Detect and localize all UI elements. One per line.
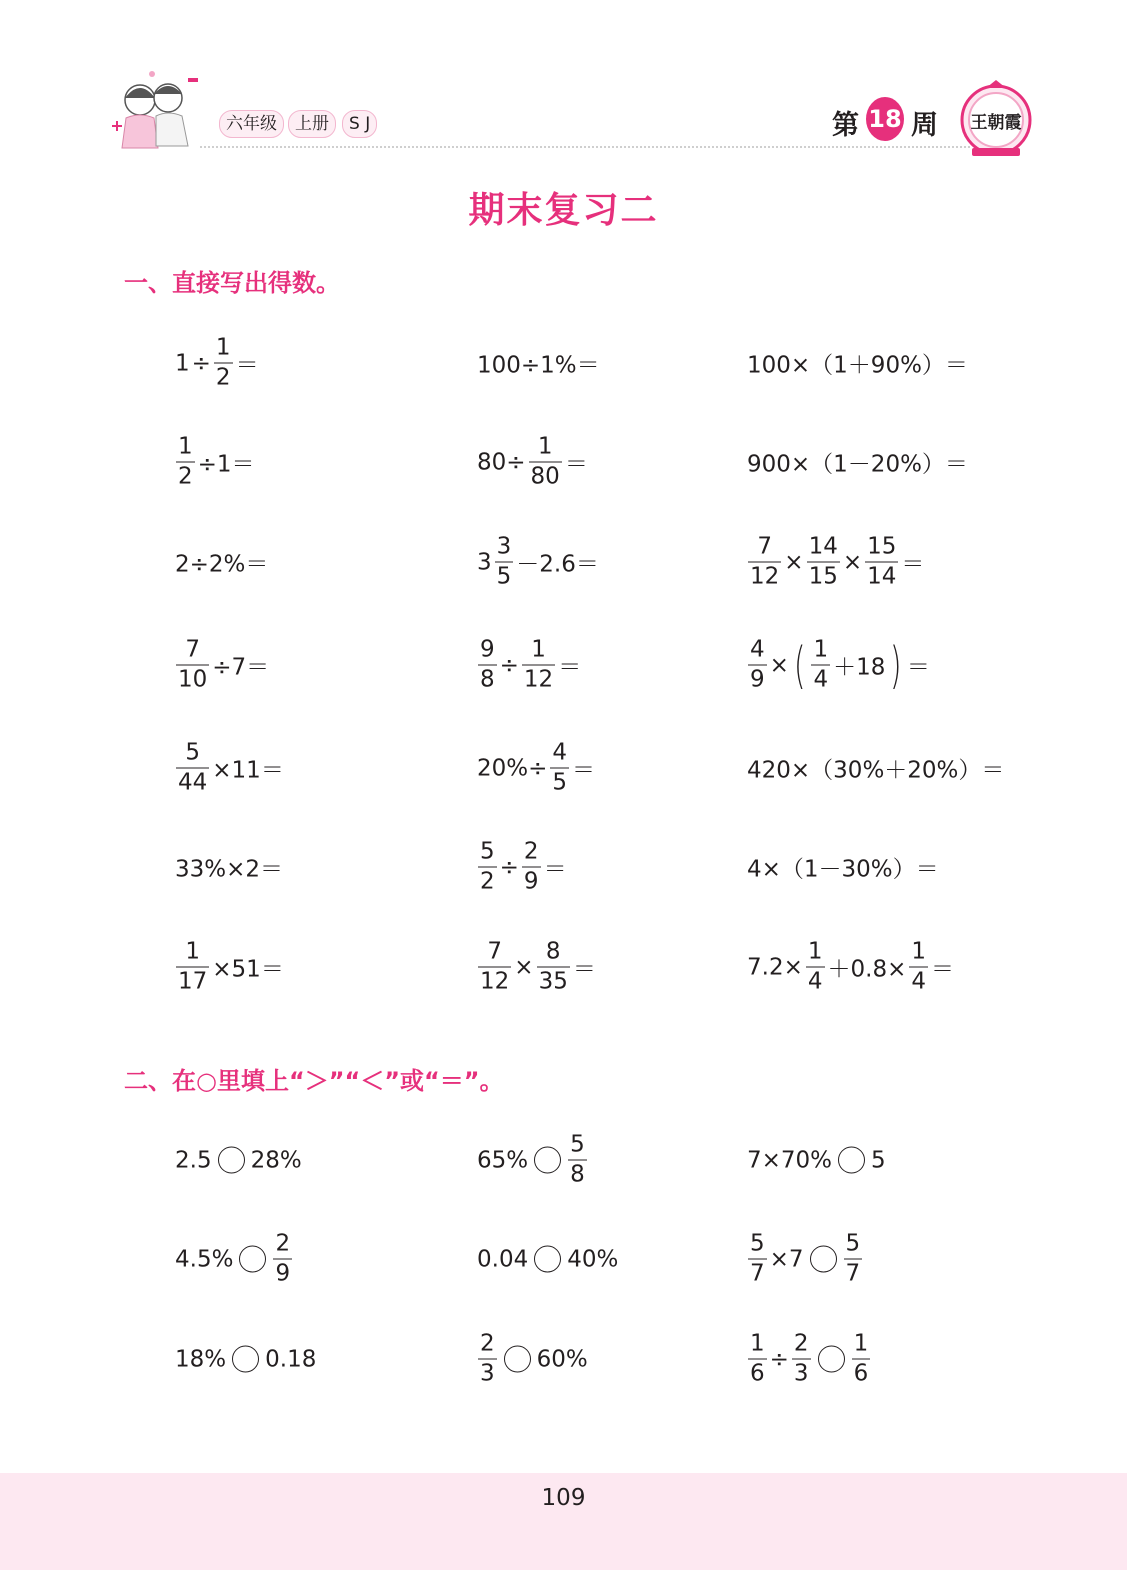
denominator: 44 — [178, 769, 208, 796]
numerator: 1 — [750, 1330, 765, 1357]
denominator: 9 — [523, 868, 539, 895]
children-illustration — [108, 70, 206, 156]
denominator: 80 — [530, 463, 560, 490]
fraction — [909, 938, 928, 995]
section1-exercise — [746, 347, 969, 380]
expression-text: 4.5% — [175, 1246, 234, 1272]
fraction — [529, 433, 562, 490]
expression-text: × — [769, 652, 789, 678]
fraction — [176, 739, 209, 796]
expression-text: × — [514, 954, 534, 980]
numerator: 7 — [185, 636, 200, 663]
answer-circle[interactable] — [239, 1246, 266, 1273]
expression-text: ＝ — [906, 654, 930, 681]
section1-exercise — [476, 938, 597, 995]
section1-exercise — [746, 446, 969, 479]
section1-exercise — [476, 838, 568, 895]
fraction — [844, 1230, 863, 1287]
header-dotted-divider — [200, 146, 970, 148]
numerator: 7 — [757, 533, 772, 560]
expression-text: 420×（30%＋20%）＝ — [747, 757, 1005, 784]
numerator: 1 — [853, 1330, 869, 1357]
expression-text: 2÷2%＝ — [175, 551, 269, 578]
section1-exercise — [746, 533, 925, 590]
fraction — [748, 636, 767, 693]
section1-exercise — [746, 636, 931, 694]
section2-exercise — [174, 1346, 317, 1373]
expression-text: ÷7＝ — [212, 654, 270, 681]
fraction — [550, 739, 569, 796]
numerator: 2 — [480, 1330, 495, 1357]
expression-text: ＋0.8× — [827, 956, 907, 983]
answer-circle[interactable] — [504, 1346, 531, 1373]
section1-exercise — [174, 636, 270, 693]
denominator: 9 — [275, 1260, 291, 1287]
section2-exercise — [476, 1131, 589, 1188]
denominator: 2 — [178, 463, 193, 490]
section2-exercise — [476, 1330, 589, 1387]
section2-exercise — [476, 1246, 619, 1273]
expression-text: 20%÷ — [477, 755, 548, 781]
numerator: 5 — [480, 838, 495, 865]
numerator: 3 — [496, 533, 512, 560]
denominator: 4 — [813, 666, 829, 693]
edition-tag: S J — [342, 110, 377, 138]
section2-exercise — [746, 1147, 887, 1174]
denominator: 4 — [911, 968, 926, 995]
section1-exercise — [174, 851, 284, 884]
numerator: 4 — [750, 636, 765, 663]
numerator: 4 — [552, 739, 568, 766]
fraction — [273, 1230, 292, 1287]
section1-exercise — [476, 433, 589, 490]
denominator: 6 — [853, 1360, 869, 1387]
expression-text: ×7 — [769, 1246, 804, 1272]
section2-exercise — [746, 1330, 872, 1387]
denominator: 8 — [570, 1161, 585, 1188]
fraction — [807, 533, 840, 590]
numerator: 2 — [523, 838, 539, 865]
numerator: 5 — [185, 739, 200, 766]
section1-exercise — [174, 739, 285, 796]
fraction — [176, 938, 209, 995]
expression-text: ＝ — [572, 956, 596, 983]
logo-text: 王朝霞 — [970, 113, 1022, 133]
expression-text: ＝ — [931, 956, 954, 983]
answer-circle[interactable] — [818, 1346, 845, 1373]
denominator: 9 — [750, 666, 765, 693]
denominator: 17 — [178, 968, 208, 995]
section1-heading: 一、直接写出得数。 — [124, 269, 340, 297]
denominator: 12 — [750, 563, 780, 590]
expression-text: × — [784, 549, 804, 575]
denominator: 14 — [867, 563, 897, 590]
brand-logo — [956, 78, 1036, 160]
answer-circle[interactable] — [218, 1147, 245, 1174]
expression-text: 100×（1＋90%）＝ — [747, 352, 968, 379]
section2-exercise — [174, 1147, 303, 1174]
denominator: 10 — [178, 666, 208, 693]
fraction — [852, 1330, 871, 1387]
fraction — [176, 433, 195, 490]
numerator: 2 — [275, 1230, 291, 1257]
expression-text: 40% — [567, 1246, 619, 1272]
fraction — [478, 838, 497, 895]
section1-exercise — [476, 739, 596, 796]
page-title: 期末复习二 — [468, 190, 659, 231]
section1-exercise — [174, 433, 256, 490]
section1-exercise — [476, 636, 582, 693]
fraction — [537, 938, 570, 995]
answer-circle[interactable] — [534, 1147, 561, 1174]
fraction — [176, 636, 209, 693]
expression-text: 60% — [536, 1346, 588, 1372]
numerator: 2 — [793, 1330, 809, 1357]
numerator: 5 — [845, 1230, 861, 1257]
denominator: 35 — [538, 968, 568, 995]
denominator: 12 — [523, 666, 554, 693]
fraction — [748, 533, 781, 590]
expression-text: ÷1＝ — [197, 451, 255, 478]
section1-exercise — [174, 938, 285, 995]
expression-text: ＝ — [564, 451, 588, 478]
section1-exercise — [476, 347, 601, 380]
fraction — [522, 838, 541, 895]
fraction — [478, 938, 511, 995]
fraction — [748, 1330, 767, 1387]
fraction — [748, 1230, 767, 1287]
section1-exercise — [746, 938, 955, 995]
right-paren: ) — [890, 636, 902, 694]
numerator: 1 — [531, 636, 546, 663]
expression-text: 0.18 — [265, 1346, 317, 1372]
expression-text: 7.2× — [747, 954, 803, 980]
expression-text: 1 — [175, 350, 190, 376]
denominator: 8 — [480, 666, 495, 693]
week-suffix: 周 — [911, 110, 938, 141]
numerator: 5 — [570, 1131, 585, 1158]
denominator: 7 — [750, 1260, 765, 1287]
answer-circle[interactable] — [232, 1346, 259, 1373]
numerator: 15 — [867, 533, 897, 560]
section2-exercise — [174, 1230, 294, 1287]
answer-circle[interactable] — [534, 1246, 561, 1273]
expression-text: 3 — [477, 549, 492, 575]
numerator: 1 — [537, 433, 553, 460]
numerator: 1 — [911, 938, 926, 965]
section1-exercise — [746, 851, 940, 884]
numerator: 14 — [808, 533, 838, 560]
denominator: 2 — [480, 868, 495, 895]
denominator: 6 — [750, 1360, 765, 1387]
denominator: 12 — [480, 968, 510, 995]
expression-text: 65% — [477, 1147, 529, 1173]
expression-text: 5 — [871, 1147, 886, 1173]
expression-text: × — [842, 549, 863, 575]
expression-text: 33%×2＝ — [175, 856, 284, 883]
expression-text: ÷ — [499, 652, 519, 678]
fraction — [811, 636, 830, 693]
expression-text: ×51＝ — [212, 956, 284, 983]
expression-text: 18% — [175, 1346, 227, 1372]
section1-exercise — [174, 334, 260, 391]
expression-text: 900×（1－20%）＝ — [747, 451, 968, 478]
numerator: 7 — [487, 938, 502, 965]
denominator: 4 — [807, 968, 823, 995]
section1-exercise — [476, 533, 600, 590]
section1-exercise — [746, 752, 1005, 785]
expression-text: ×11＝ — [212, 757, 284, 784]
section1-exercise — [174, 546, 269, 579]
answer-circle[interactable] — [838, 1147, 865, 1174]
expression-text: 2.5 — [175, 1147, 212, 1173]
answer-circle[interactable] — [810, 1246, 837, 1273]
fraction — [792, 1330, 811, 1387]
denominator: 2 — [215, 364, 231, 391]
expression-text: 80÷ — [477, 449, 526, 475]
expression-text: 100÷1%＝ — [477, 352, 600, 379]
fraction — [495, 533, 514, 590]
denominator: 3 — [480, 1360, 495, 1387]
expression-text: 28% — [250, 1147, 302, 1173]
denominator: 5 — [496, 563, 512, 590]
left-paren: ( — [793, 636, 806, 694]
expression-text: ＝ — [235, 352, 259, 379]
expression-text: ＝ — [901, 551, 925, 578]
denominator: 15 — [808, 563, 838, 590]
numerator: 1 — [215, 334, 231, 361]
expression-text: 7×70% — [747, 1147, 833, 1173]
denominator: 3 — [793, 1360, 809, 1387]
expression-text: ＝ — [543, 856, 567, 883]
fraction — [478, 1330, 497, 1387]
expression-text: 4×（1－30%）＝ — [747, 856, 939, 883]
expression-text: －2.6＝ — [516, 551, 599, 578]
numerator: 1 — [807, 938, 823, 965]
fraction — [522, 636, 555, 693]
denominator: 5 — [552, 769, 568, 796]
section2-exercise — [746, 1230, 864, 1287]
expression-text: 0.04 — [477, 1246, 529, 1272]
numerator: 5 — [750, 1230, 765, 1257]
numerator: 1 — [178, 433, 193, 460]
page-number: 109 — [541, 1485, 586, 1511]
expression-text: ＝ — [572, 757, 596, 784]
expression-text: ＝ — [558, 654, 582, 681]
grade-tag: 六年级 — [219, 110, 284, 138]
fraction — [478, 636, 497, 693]
expression-text: ÷ — [499, 854, 519, 880]
section2-heading: 二、在○里填上“＞”“＜”或“＝”。 — [124, 1067, 504, 1095]
week-number-badge: 18 — [866, 97, 904, 141]
numerator: 1 — [185, 938, 200, 965]
expression-text: ＋18 — [833, 654, 886, 681]
numerator: 8 — [545, 938, 561, 965]
week-prefix: 第 — [832, 110, 859, 141]
numerator: 9 — [480, 636, 495, 663]
fraction — [865, 533, 898, 590]
expression-text: ÷ — [769, 1346, 789, 1372]
denominator: 7 — [845, 1260, 861, 1287]
fraction — [568, 1131, 587, 1188]
fraction — [214, 334, 233, 391]
expression-text: ÷ — [191, 350, 211, 376]
volume-tag: 上册 — [288, 110, 336, 138]
numerator: 1 — [813, 636, 829, 663]
fraction — [806, 938, 825, 995]
